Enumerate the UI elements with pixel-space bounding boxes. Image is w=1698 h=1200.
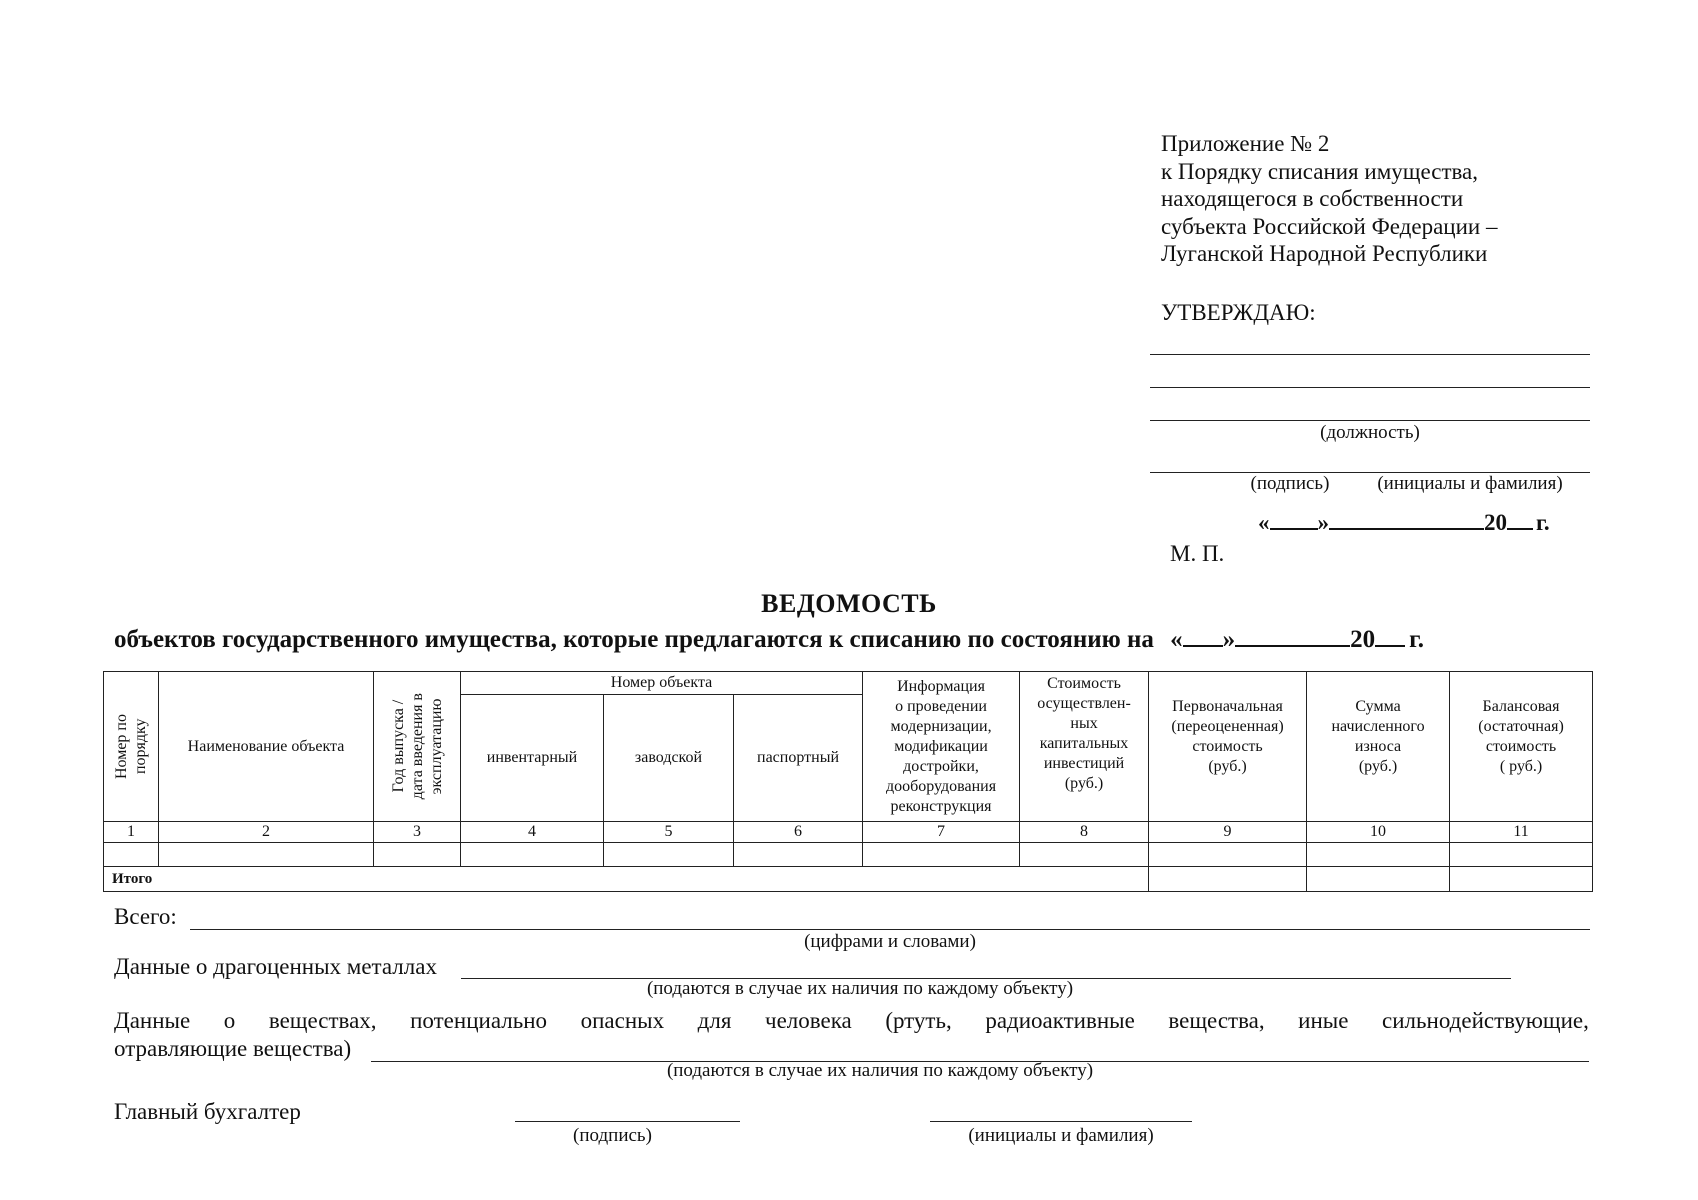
date-month-field[interactable] xyxy=(1329,506,1484,530)
total-balance-cost-cell[interactable] xyxy=(1450,867,1593,892)
assets-table xyxy=(103,671,1593,892)
accountant-name-line[interactable] xyxy=(930,1121,1192,1122)
approval-line-1[interactable] xyxy=(1150,354,1590,355)
accountant-name-caption: (инициалы и фамилия) xyxy=(968,1125,1154,1146)
total-label-all: Всего: xyxy=(114,904,177,929)
col-header-factory: заводской xyxy=(604,695,734,822)
col-number: 2 xyxy=(159,822,374,843)
col-header-capital-investments: Стоимость осуществлен- ных капитальных инвестиций (руб.) xyxy=(1020,672,1149,822)
table-cell[interactable] xyxy=(1450,843,1593,867)
total-caption: (цифрами и словами) xyxy=(804,931,976,952)
table-cell[interactable] xyxy=(461,843,604,867)
col-number: 10 xyxy=(1307,822,1450,843)
table-total-row xyxy=(104,867,1593,892)
subtitle-open-quote: « xyxy=(1170,626,1183,653)
subtitle-month-field[interactable] xyxy=(1235,623,1350,647)
subtitle-year-suffix: г. xyxy=(1409,626,1424,653)
document-title: ВЕДОМОСТЬ xyxy=(761,589,937,618)
col-number: 6 xyxy=(734,822,863,843)
col-header-inventory: инвентарный xyxy=(461,695,604,822)
table-number-row xyxy=(104,822,1593,843)
appendix-line: находящегося в собственности xyxy=(1161,186,1464,211)
subtitle-year-field[interactable] xyxy=(1375,623,1405,647)
approval-heading: УТВЕРЖДАЮ: xyxy=(1161,300,1316,325)
table-cell[interactable] xyxy=(1307,843,1450,867)
date-close-quote: » xyxy=(1317,510,1329,535)
table-cell[interactable] xyxy=(734,843,863,867)
position-field-line[interactable] xyxy=(1150,420,1590,421)
substances-caption: (подаются в случае их наличия по каждому объекту) xyxy=(666,1060,1094,1081)
table-cell[interactable] xyxy=(104,843,159,867)
col-header-number: Номер по порядку xyxy=(104,672,159,822)
subtitle-text: объектов государственного имущества, которые предлагаются к списанию по состоянию на xyxy=(114,626,1154,653)
col-number: 7 xyxy=(863,822,1020,843)
total-initial-cost-cell[interactable] xyxy=(1149,867,1307,892)
approval-line-2[interactable] xyxy=(1150,387,1590,388)
stamp-place: М. П. xyxy=(1170,541,1225,566)
accountant-label: Главный бухгалтер xyxy=(114,1099,301,1124)
col-header-info: Информация о проведении модернизации, модификации достройки, дооборудования реконструкция xyxy=(863,672,1020,822)
approval-date xyxy=(1258,506,1550,536)
appendix-block xyxy=(1161,130,1581,268)
signature-caption: (подпись) xyxy=(1250,473,1330,494)
col-number: 11 xyxy=(1450,822,1593,843)
col-group-object-number: Номер объекта xyxy=(461,672,863,695)
accountant-signature-caption: (подпись) xyxy=(573,1125,652,1146)
col-header-passport: паспортный xyxy=(734,695,863,822)
col-number: 9 xyxy=(1149,822,1307,843)
substances-line-1: Данные о веществах, потенциально опасных для человека (ртуть, радиоактивные вещества, иные сильнодействующие, xyxy=(114,1008,1589,1033)
table-cell[interactable] xyxy=(374,843,461,867)
name-caption: (инициалы и фамилия) xyxy=(1377,473,1563,494)
col-header-year: Год выпуска / дата введения в эксплуатацию xyxy=(374,672,461,822)
col-header-depreciation: Сумма начисленного износа (руб.) xyxy=(1307,672,1450,822)
accountant-signature-line[interactable] xyxy=(515,1121,740,1122)
date-open-quote: « xyxy=(1258,510,1270,535)
table-cell[interactable] xyxy=(604,843,734,867)
year-prefix: 20 xyxy=(1484,510,1507,535)
metals-label: Данные о драгоценных металлах xyxy=(114,954,437,979)
col-header-name: Наименование объекта xyxy=(159,672,374,822)
table-cell[interactable] xyxy=(863,843,1020,867)
document-subtitle xyxy=(114,623,1424,654)
total-depreciation-cell[interactable] xyxy=(1307,867,1450,892)
total-label: Итого xyxy=(104,867,1149,892)
position-caption: (должность) xyxy=(1320,422,1420,443)
date-day-field[interactable] xyxy=(1270,506,1318,530)
year-suffix: г. xyxy=(1536,510,1550,535)
col-number: 4 xyxy=(461,822,604,843)
table-cell[interactable] xyxy=(1020,843,1149,867)
col-number: 5 xyxy=(604,822,734,843)
date-year-field[interactable] xyxy=(1507,506,1533,530)
col-number: 8 xyxy=(1020,822,1149,843)
col-header-balance-cost: Балансовая (остаточная) стоимость ( руб.) xyxy=(1450,672,1593,822)
substances-line-2: отравляющие вещества) xyxy=(114,1036,352,1061)
subtitle-year-prefix: 20 xyxy=(1350,626,1376,653)
appendix-line: субъекта Российской Федерации – xyxy=(1161,213,1498,239)
table-cell[interactable] xyxy=(159,843,374,867)
table-header-row xyxy=(104,672,1593,695)
col-number: 3 xyxy=(374,822,461,843)
col-header-initial-cost: Первоначальная (переоцененная) стоимость (руб.) xyxy=(1149,672,1307,822)
col-number: 1 xyxy=(104,822,159,843)
subtitle-day-field[interactable] xyxy=(1183,623,1223,647)
subtitle-close-quote: » xyxy=(1222,626,1236,653)
total-field-line[interactable] xyxy=(190,929,1590,930)
appendix-line: к Порядку списания имущества, xyxy=(1161,158,1479,184)
table-row xyxy=(104,843,1593,867)
metals-caption: (подаются в случае их наличия по каждому объекту) xyxy=(646,978,1074,999)
table-cell[interactable] xyxy=(1149,843,1307,867)
appendix-line: Приложение № 2 xyxy=(1161,131,1330,156)
appendix-line: Луганской Народной Республики xyxy=(1161,241,1488,266)
